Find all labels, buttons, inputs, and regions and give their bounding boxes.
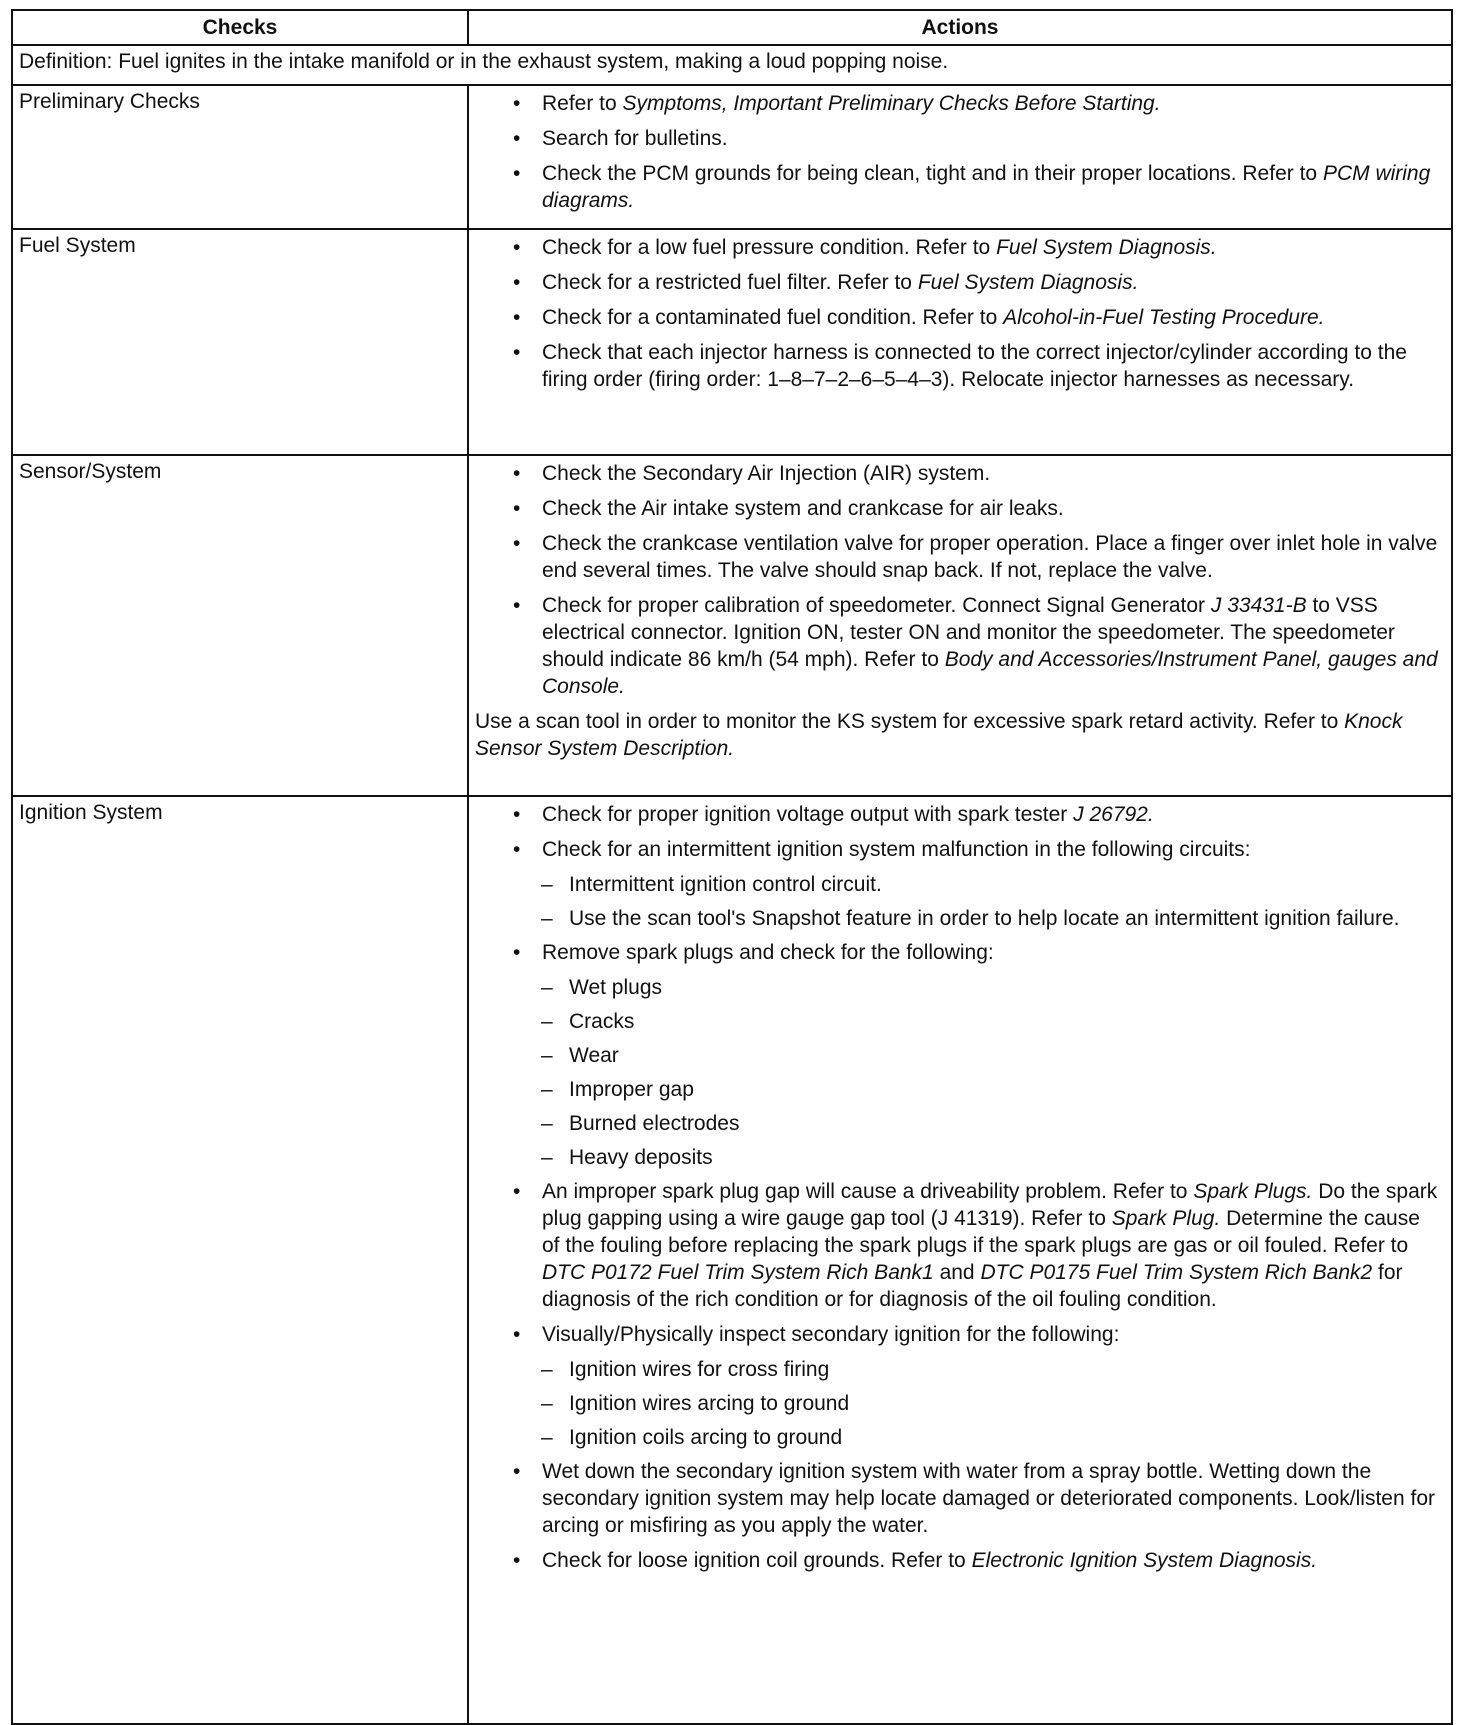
table-row: [12, 85, 1452, 229]
bullet-item: [469, 836, 1443, 863]
bullet-icon: •: [513, 462, 521, 485]
dash-icon: –: [541, 976, 553, 999]
sub-item: [469, 1144, 1443, 1171]
action-text: Check for a restricted fuel filter. Refer to: [542, 271, 918, 294]
action-text: Cracks: [569, 1010, 635, 1033]
action-text: for diagnosis of the rich condition or for diagnosis of the oil fouling condition.: [542, 1261, 1403, 1311]
action-text: Burned electrodes: [569, 1112, 740, 1135]
bullet-icon: •: [513, 594, 521, 617]
bullet-icon: •: [513, 497, 521, 520]
reference-text: J 26792.: [1073, 803, 1154, 826]
reference-text: Body and Accessories/Instrument Panel, gauges and Console.: [542, 648, 1438, 698]
action-text: Wet plugs: [569, 976, 662, 999]
sub-item: [469, 1110, 1443, 1137]
dash-icon: –: [541, 1426, 553, 1449]
sub-item: [469, 905, 1443, 932]
sub-item: [469, 871, 1443, 898]
bullet-item: [469, 1458, 1443, 1539]
reference-text: Fuel System Diagnosis.: [917, 271, 1139, 294]
bullet-icon: •: [513, 1460, 521, 1483]
action-text: Use a scan tool in order to monitor the KS system for excessive spark retard activity. Refer to: [475, 710, 1345, 733]
check-cell: Sensor/System: [12, 455, 468, 796]
table-row: [12, 796, 1452, 1724]
reference-text: Spark Plugs.: [1193, 1180, 1313, 1203]
dash-icon: –: [541, 1010, 553, 1033]
actions-cell: [468, 85, 1452, 229]
bullet-icon: •: [513, 236, 521, 259]
actions-cell: [468, 796, 1452, 1724]
bullet-item: [469, 801, 1443, 828]
action-text: Check for proper ignition voltage output with spark tester: [542, 803, 1074, 826]
action-text: An improper spark plug gap will cause a driveability problem. Refer to: [542, 1180, 1194, 1203]
bullet-icon: •: [513, 92, 521, 115]
reference-text: J 33431-B: [1210, 594, 1307, 617]
action-text: Wet down the secondary ignition system with water from a spray bottle. Wetting down the secondary ignition system may help locate damaged or deteriorated components. Look/listen for arcing or misfiring as you apply the water.: [542, 1460, 1435, 1537]
sub-item: [469, 1356, 1443, 1383]
action-text: and: [933, 1261, 981, 1284]
table-row: [12, 455, 1452, 796]
dash-icon: –: [541, 1146, 553, 1169]
reference-text: Alcohol-in-Fuel Testing Procedure.: [1003, 306, 1325, 329]
bullet-icon: •: [513, 838, 521, 861]
action-text: Check for proper calibration of speedometer. Connect Signal Generator: [542, 594, 1211, 617]
reference-text: Spark Plug.: [1111, 1207, 1221, 1230]
bullet-item: [469, 304, 1443, 331]
action-text: to VSS electrical connector. Ignition ON, tester ON and monitor the speedometer. The speedometer should indicate 86 km/h (54 mph). Refer to: [542, 594, 1395, 671]
action-text: Improper gap: [569, 1078, 694, 1101]
check-cell: Ignition System: [12, 796, 468, 1724]
action-text: Do the spark plug gapping using a wire gauge gap tool (J 41319). Refer to: [542, 1180, 1438, 1230]
action-text: Check for a contaminated fuel condition. Refer to: [542, 306, 1004, 329]
definition-text: Definition: Fuel ignites in the intake manifold or in the exhaust system, making a loud popping noise.: [12, 45, 1452, 85]
actions-cell: [468, 229, 1452, 455]
bullet-icon: •: [513, 1323, 521, 1346]
bullet-item: [469, 530, 1443, 584]
sub-item: [469, 1076, 1443, 1103]
bullet-item: [469, 939, 1443, 966]
bullet-icon: •: [513, 1180, 521, 1203]
action-text: Refer to: [542, 92, 623, 115]
actions-cell: [468, 455, 1452, 796]
action-text: Visually/Physically inspect secondary ignition for the following:: [542, 1323, 1120, 1346]
reference-text: Fuel System Diagnosis.: [996, 236, 1217, 259]
bullet-icon: •: [513, 127, 521, 150]
action-text: Intermittent ignition control circuit.: [569, 873, 882, 896]
action-text: Search for bulletins.: [542, 127, 728, 150]
bullet-item: [469, 1547, 1443, 1574]
bullet-item: [469, 339, 1443, 393]
dash-icon: –: [541, 907, 553, 930]
bullet-icon: •: [513, 1549, 521, 1572]
action-text: Check the crankcase ventilation valve for proper operation. Place a finger over inlet hole in valve end several times. The valve should snap back. If not, replace the valve.: [542, 532, 1438, 582]
dash-icon: –: [541, 1112, 553, 1135]
action-text: Wear: [569, 1044, 619, 1067]
sub-item: [469, 1042, 1443, 1069]
bullet-item: [469, 160, 1443, 214]
definition-row: [12, 45, 1452, 85]
action-text: Check the Secondary Air Injection (AIR) system.: [542, 462, 991, 485]
note-text: [469, 708, 1443, 762]
action-text: Check for a low fuel pressure condition. Refer to: [542, 236, 997, 259]
action-text: Ignition wires for cross firing: [569, 1358, 830, 1381]
sub-item: [469, 1008, 1443, 1035]
sub-item: [469, 974, 1443, 1001]
action-text: Heavy deposits: [569, 1146, 713, 1169]
action-text: Check for loose ignition coil grounds. Refer to: [542, 1549, 972, 1572]
check-cell: Fuel System: [12, 229, 468, 455]
check-cell: Preliminary Checks: [12, 85, 468, 229]
reference-text: DTC P0175 Fuel Trim System Rich Bank2: [980, 1261, 1373, 1284]
bullet-icon: •: [513, 941, 521, 964]
bullet-item: [469, 234, 1443, 261]
reference-text: DTC P0172 Fuel Trim System Rich Bank1: [542, 1261, 934, 1284]
action-text: Check the PCM grounds for being clean, tight and in their proper locations. Refer to: [542, 162, 1323, 185]
table-row: [12, 229, 1452, 455]
reference-text: Knock Sensor System Description.: [475, 710, 1403, 760]
bullet-icon: •: [513, 532, 521, 555]
bullet-item: [469, 460, 1443, 487]
header-row: [12, 10, 1452, 45]
bullet-icon: •: [513, 271, 521, 294]
bullet-icon: •: [513, 341, 521, 364]
reference-text: PCM wiring diagrams.: [542, 162, 1431, 212]
bullet-icon: •: [513, 803, 521, 826]
diagnostic-table: [11, 9, 1453, 1725]
bullet-item: [469, 495, 1443, 522]
action-text: Remove spark plugs and check for the following:: [542, 941, 994, 964]
bullet-item: [469, 1178, 1443, 1313]
bullet-item: [469, 90, 1443, 117]
dash-icon: –: [541, 1078, 553, 1101]
sub-item: [469, 1390, 1443, 1417]
bullet-icon: •: [513, 162, 521, 185]
bullet-item: [469, 125, 1443, 152]
checks-header: Checks: [12, 10, 468, 45]
dash-icon: –: [541, 873, 553, 896]
dash-icon: –: [541, 1044, 553, 1067]
sub-item: [469, 1424, 1443, 1451]
actions-header: Actions: [468, 10, 1452, 45]
bullet-item: [469, 592, 1443, 700]
action-text: Ignition wires arcing to ground: [569, 1392, 850, 1415]
action-text: Ignition coils arcing to ground: [569, 1426, 843, 1449]
dash-icon: –: [541, 1392, 553, 1415]
action-text: Use the scan tool's Snapshot feature in order to help locate an intermittent ignition failure.: [569, 907, 1400, 930]
action-text: Check that each injector harness is connected to the correct injector/cylinder according to the firing order (firing order: 1–8–7–2–6–5–4–3). Relocate injector harnesses as necessary.: [542, 341, 1407, 391]
reference-text: Electronic Ignition System Diagnosis.: [971, 1549, 1318, 1572]
action-text: Determine the cause of the fouling before replacing the spark plugs if the spark plugs are gas or oil fouled. Refer to: [542, 1207, 1420, 1257]
bullet-item: [469, 269, 1443, 296]
action-text: Check the Air intake system and crankcase for air leaks.: [542, 497, 1064, 520]
bullet-icon: •: [513, 306, 521, 329]
reference-text: Symptoms, Important Preliminary Checks Before Starting.: [622, 92, 1161, 115]
action-text: Check for an intermittent ignition system malfunction in the following circuits:: [542, 838, 1251, 861]
bullet-item: [469, 1321, 1443, 1348]
dash-icon: –: [541, 1358, 553, 1381]
